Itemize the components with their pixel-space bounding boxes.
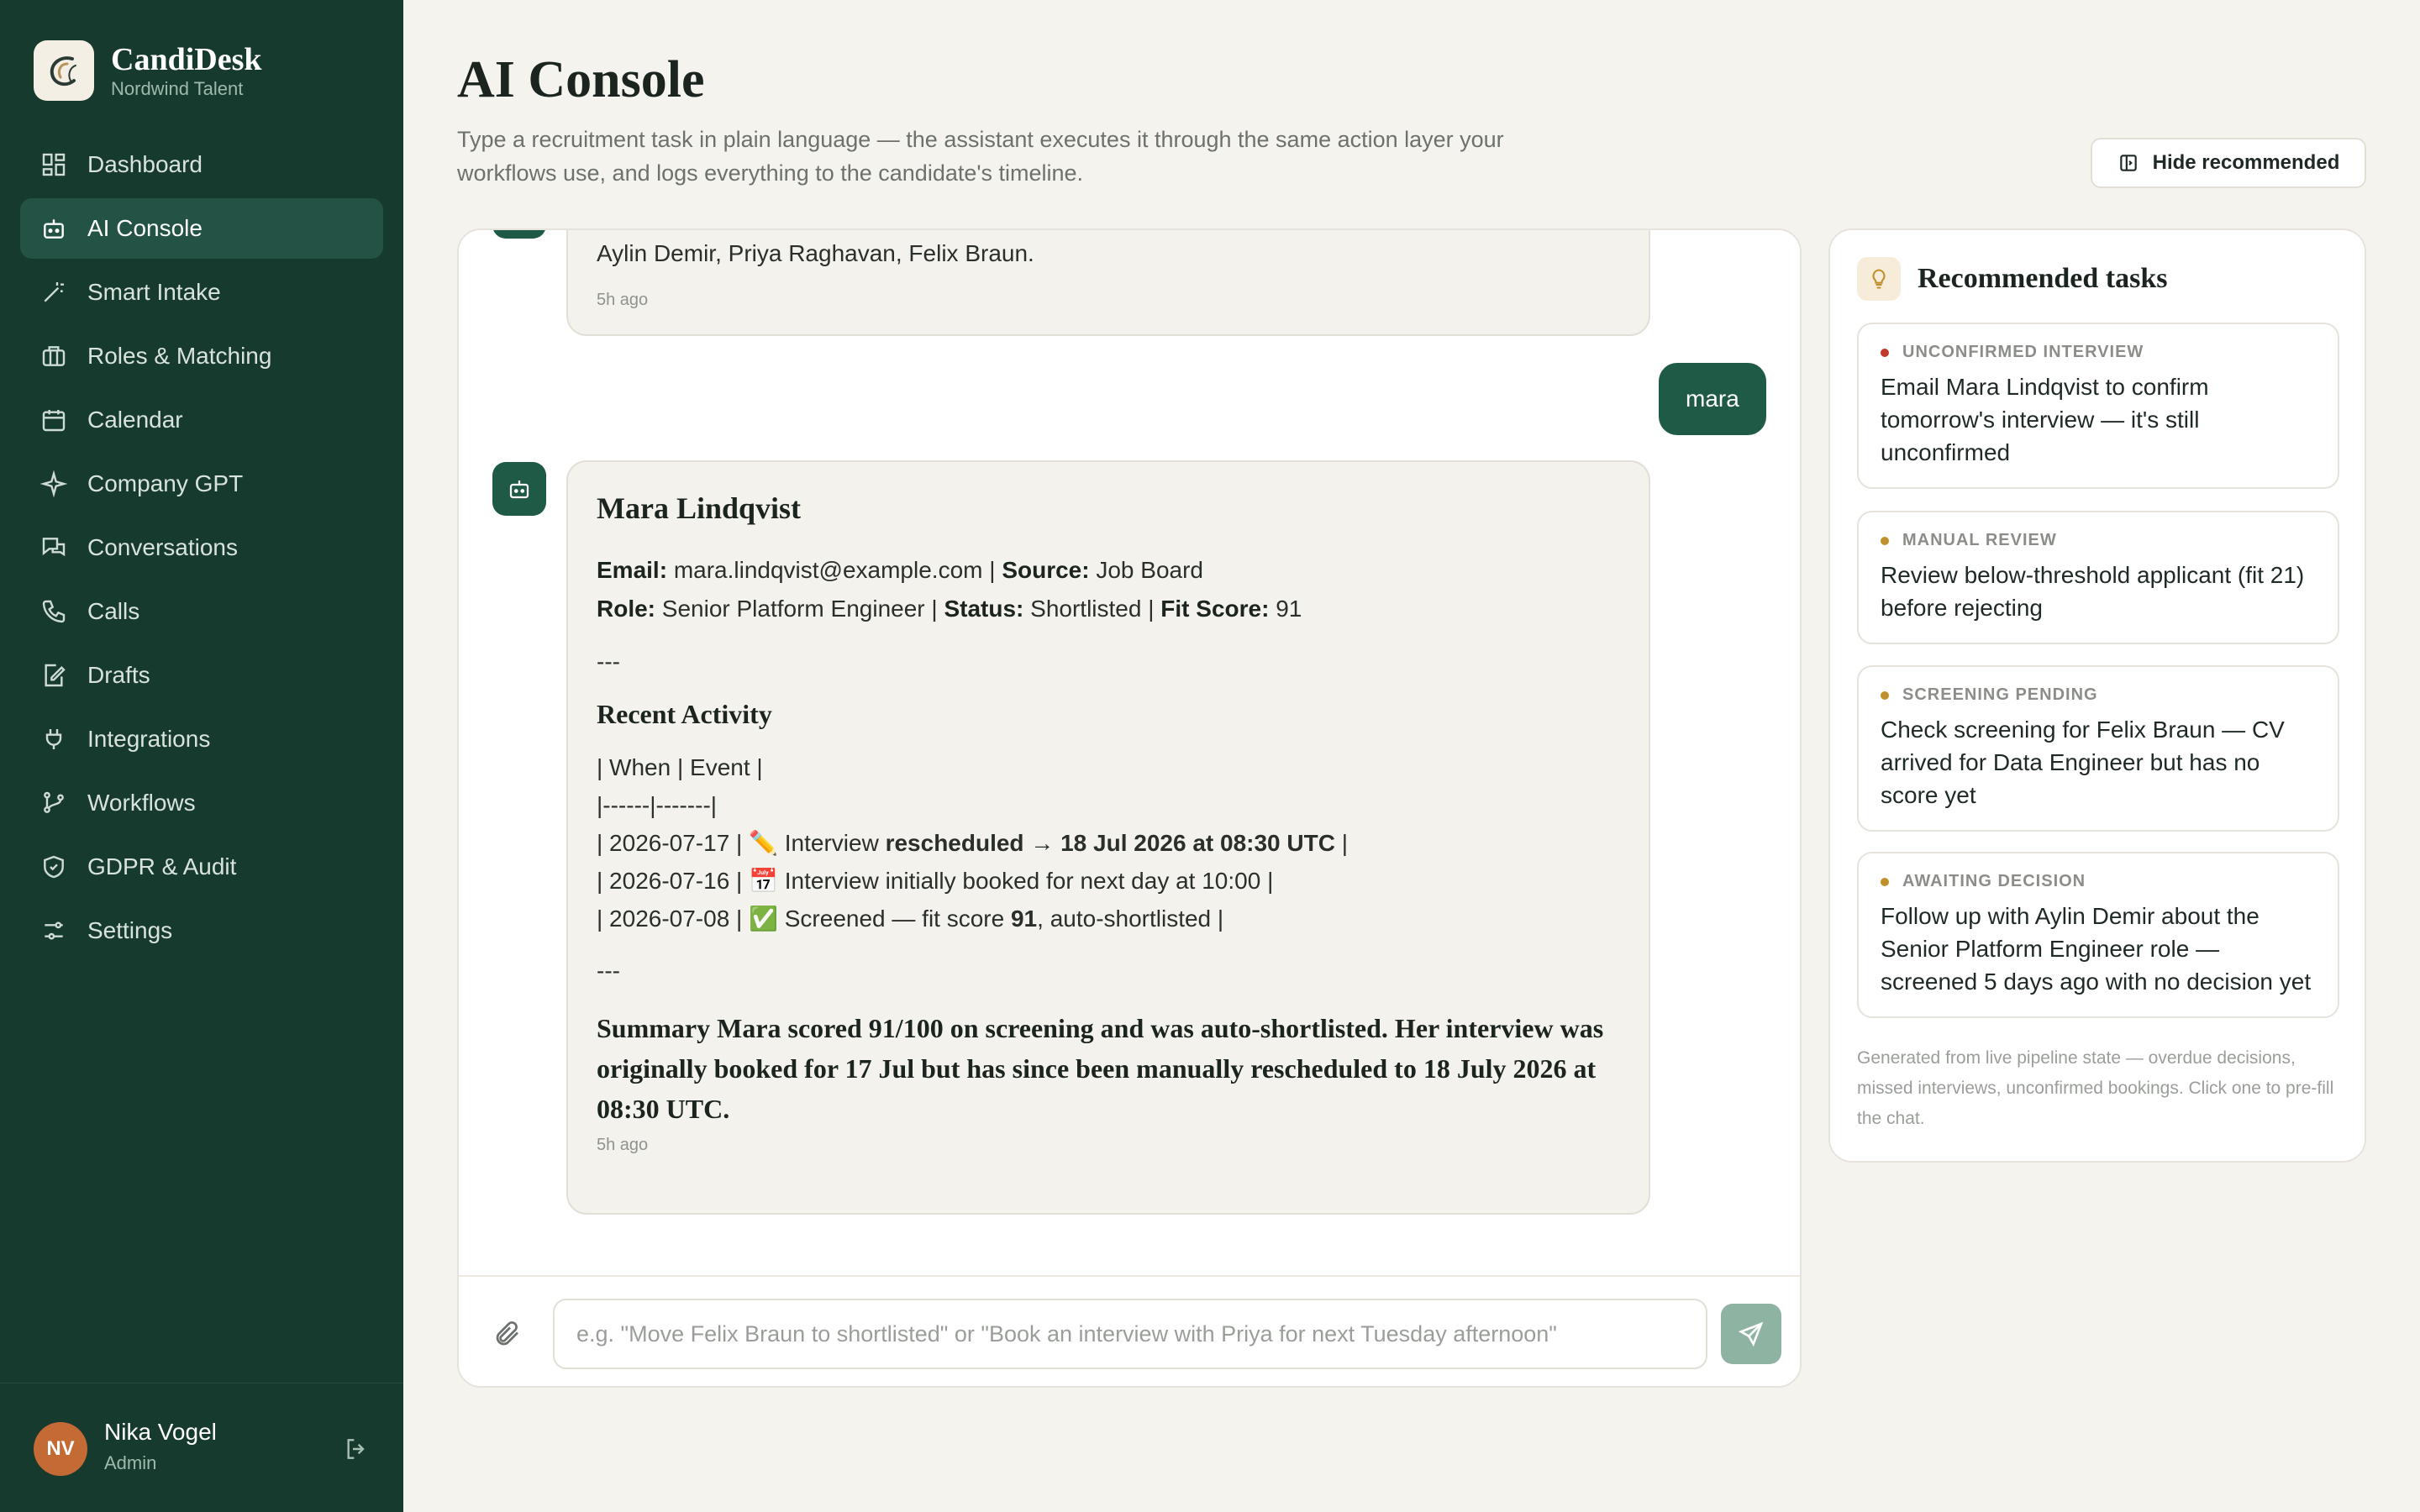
email-label: Email: [597,557,668,583]
separator: --- [597,648,620,675]
sidebar [0,0,403,1512]
avatar[interactable]: NV [34,1422,87,1476]
fit-score-value: 91 [1276,596,1302,622]
brand[interactable] [34,40,262,101]
table-divider: |------|-------| [597,792,718,818]
lightbulb-icon [1857,257,1901,301]
sidebar-item-company-gpt[interactable] [20,454,383,514]
separator: --- [597,958,620,984]
user-role: Admin [104,1452,157,1473]
sidebar-item-label: Integrations [87,726,211,752]
brand-logo-icon [34,40,94,101]
bot-avatar-partial [492,228,546,239]
activity-row-text: | 2026-07-08 | ✅ Screened — fit score [597,906,1011,932]
task-tag-label: SCREENING PENDING [1902,685,2098,704]
page-title: AI Console [457,51,705,108]
status-dot [1881,537,1889,545]
message-timestamp: 5h ago [597,1136,649,1154]
sparkle-icon [40,470,67,497]
status-dot [1881,349,1889,357]
source-value: Job Board [1096,557,1203,583]
sidebar-item-settings[interactable] [20,900,383,961]
user-message: mara [1659,363,1766,435]
recommended-title: Recommended tasks [1918,263,2168,294]
sidebar-item-label: Settings [87,917,173,943]
sidebar-toggle-icon [2118,152,2139,174]
dashboard-icon [40,151,67,178]
sidebar-item-label: Smart Intake [87,279,221,305]
robot-icon [40,215,67,242]
sidebar-item-calendar[interactable] [20,390,383,450]
sidebar-item-conversations[interactable] [20,517,383,578]
source-label: Source: [1002,557,1090,583]
send-button[interactable] [1721,1304,1781,1364]
brand-org: Nordwind Talent [111,78,244,99]
recommended-panel [1828,228,2366,1163]
candidate-name: Mara Lindqvist [597,491,802,525]
phone-icon [40,598,67,625]
activity-row-text: → [1023,830,1061,856]
recommended-task-card[interactable] [1857,323,2339,489]
chat-composer [459,1275,1802,1388]
table-header: | When | Event | [597,754,763,780]
workflow-icon [40,790,67,816]
task-tag-label: UNCONFIRMED INTERVIEW [1902,343,2144,361]
candidate-role-line: Role: Senior Platform Engineer | Status: Shortlisted | Fit Score: 91 [597,596,1302,622]
sidebar-item-label: Roles & Matching [87,343,272,369]
sidebar-item-label: Workflows [87,790,196,816]
assistant-message [566,460,1650,1215]
shield-icon [40,853,67,880]
activity-row-bold: 91 [1010,906,1038,932]
role-label: Role: [597,596,655,622]
task-tag [1881,685,2316,705]
chat-icon [40,534,67,561]
assistant-message [566,228,1650,336]
hide-recommended-label: Hide recommended [2152,151,2340,174]
task-tag [1881,531,2316,550]
task-text: Check screening for Felix Braun — CV arrived for Data Engineer but has no score yet [1881,717,2285,808]
sliders-icon [40,917,67,944]
sidebar-item-label: Conversations [87,534,238,560]
status-dot [1881,878,1889,886]
sidebar-item-calls[interactable] [20,581,383,642]
role-value: Senior Platform Engineer [661,596,925,622]
summary-text: Summary Mara scored 91/100 on screening and was auto-shortlisted. Her interview was originally booked for 17 Jul but has since been manually rescheduled to 18 July 2026 at 08:30 UTC. [597,1013,1604,1124]
briefcase-icon [40,343,67,370]
sidebar-item-dashboard[interactable] [20,134,383,195]
user-profile [0,1383,403,1512]
activity-row-text: | 2026-07-17 | ✏️ Interview [597,830,886,856]
activity-row [597,900,1620,937]
status-value: Shortlisted [1030,596,1142,622]
sidebar-item-ai-console[interactable] [20,198,383,259]
edit-document-icon [40,662,67,689]
sidebar-item-roles-matching[interactable] [20,326,383,386]
activity-heading: Recent Activity [597,699,772,729]
recommended-task-card[interactable] [1857,511,2339,644]
send-icon [1738,1320,1765,1347]
email-value: mara.lindqvist@example.com [673,557,983,583]
chat-input[interactable] [553,1299,1707,1369]
recommended-header [1857,257,2167,301]
bot-avatar-icon [492,462,546,516]
task-text: Review below-threshold applicant (fit 21) before rejecting [1881,562,2305,621]
task-text: Follow up with Aylin Demir about the Senior Platform Engineer role — screened 5 days ago with no decision yet [1881,903,2312,995]
calendar-icon [40,407,67,433]
magic-wand-icon [40,279,67,306]
page-description: Type a recruitment task in plain language — the assistant executes it through the same action layer your workflows use, and logs everything to the candidate's timeline. [457,127,1504,186]
chat-panel [457,228,1802,1388]
message-timestamp: 5h ago [597,291,649,309]
logout-icon[interactable] [343,1436,370,1462]
paperclip-icon[interactable] [492,1319,523,1349]
task-text: Email Mara Lindqvist to confirm tomorrow's interview — it's still unconfirmed [1881,374,2209,465]
task-tag-label: MANUAL REVIEW [1902,531,2057,549]
sidebar-item-label: Drafts [87,662,150,688]
activity-row-text: | 2026-07-16 | 📅 Interview initially booked for next day at 10:00 | [597,868,1274,894]
activity-row [597,824,1620,862]
sidebar-item-workflows[interactable] [20,773,383,833]
sidebar-item-label: AI Console [87,215,203,241]
brand-name: CandiDesk [111,42,262,77]
hide-recommended-button[interactable] [2091,138,2366,188]
activity-row-bold: 18 Jul 2026 at 08:30 UTC [1060,830,1335,856]
recommended-task-card[interactable] [1857,665,2339,832]
sidebar-item-label: GDPR & Audit [87,853,237,879]
sidebar-item-gdpr-audit[interactable] [20,837,383,897]
sidebar-item-label: Calendar [87,407,183,433]
fit-score-label: Fit Score: [1160,596,1270,622]
sidebar-item-label: Company GPT [87,470,244,496]
activity-row-text: | [1334,830,1348,856]
task-tag [1881,872,2316,891]
sidebar-item-drafts[interactable] [20,645,383,706]
activity-row-text: , auto-shortlisted | [1037,906,1224,932]
plug-icon [40,726,67,753]
recommended-footnote: Generated from live pipeline state — overdue decisions, missed interviews, unconfirmed bookings. Click one to pre-fill the chat. [1857,1048,2334,1128]
sidebar-item-label: Calls [87,598,140,624]
task-tag [1881,343,2316,362]
activity-row-bold: rescheduled [885,830,1024,856]
sidebar-nav [20,134,383,964]
task-tag-label: AWAITING DECISION [1902,872,2086,890]
message-text: Aylin Demir, Priya Raghavan, Felix Braun. [597,240,1034,266]
candidate-contact-line: Email: mara.lindqvist@example.com | Source: Job Board [597,557,1203,583]
sidebar-item-label: Dashboard [87,151,203,177]
sidebar-item-smart-intake[interactable] [20,262,383,323]
recommended-task-card[interactable] [1857,852,2339,1018]
status-label: Status: [944,596,1024,622]
user-name: Nika Vogel [104,1419,217,1445]
activity-row [597,862,1620,900]
status-dot [1881,691,1889,700]
sidebar-item-integrations[interactable] [20,709,383,769]
